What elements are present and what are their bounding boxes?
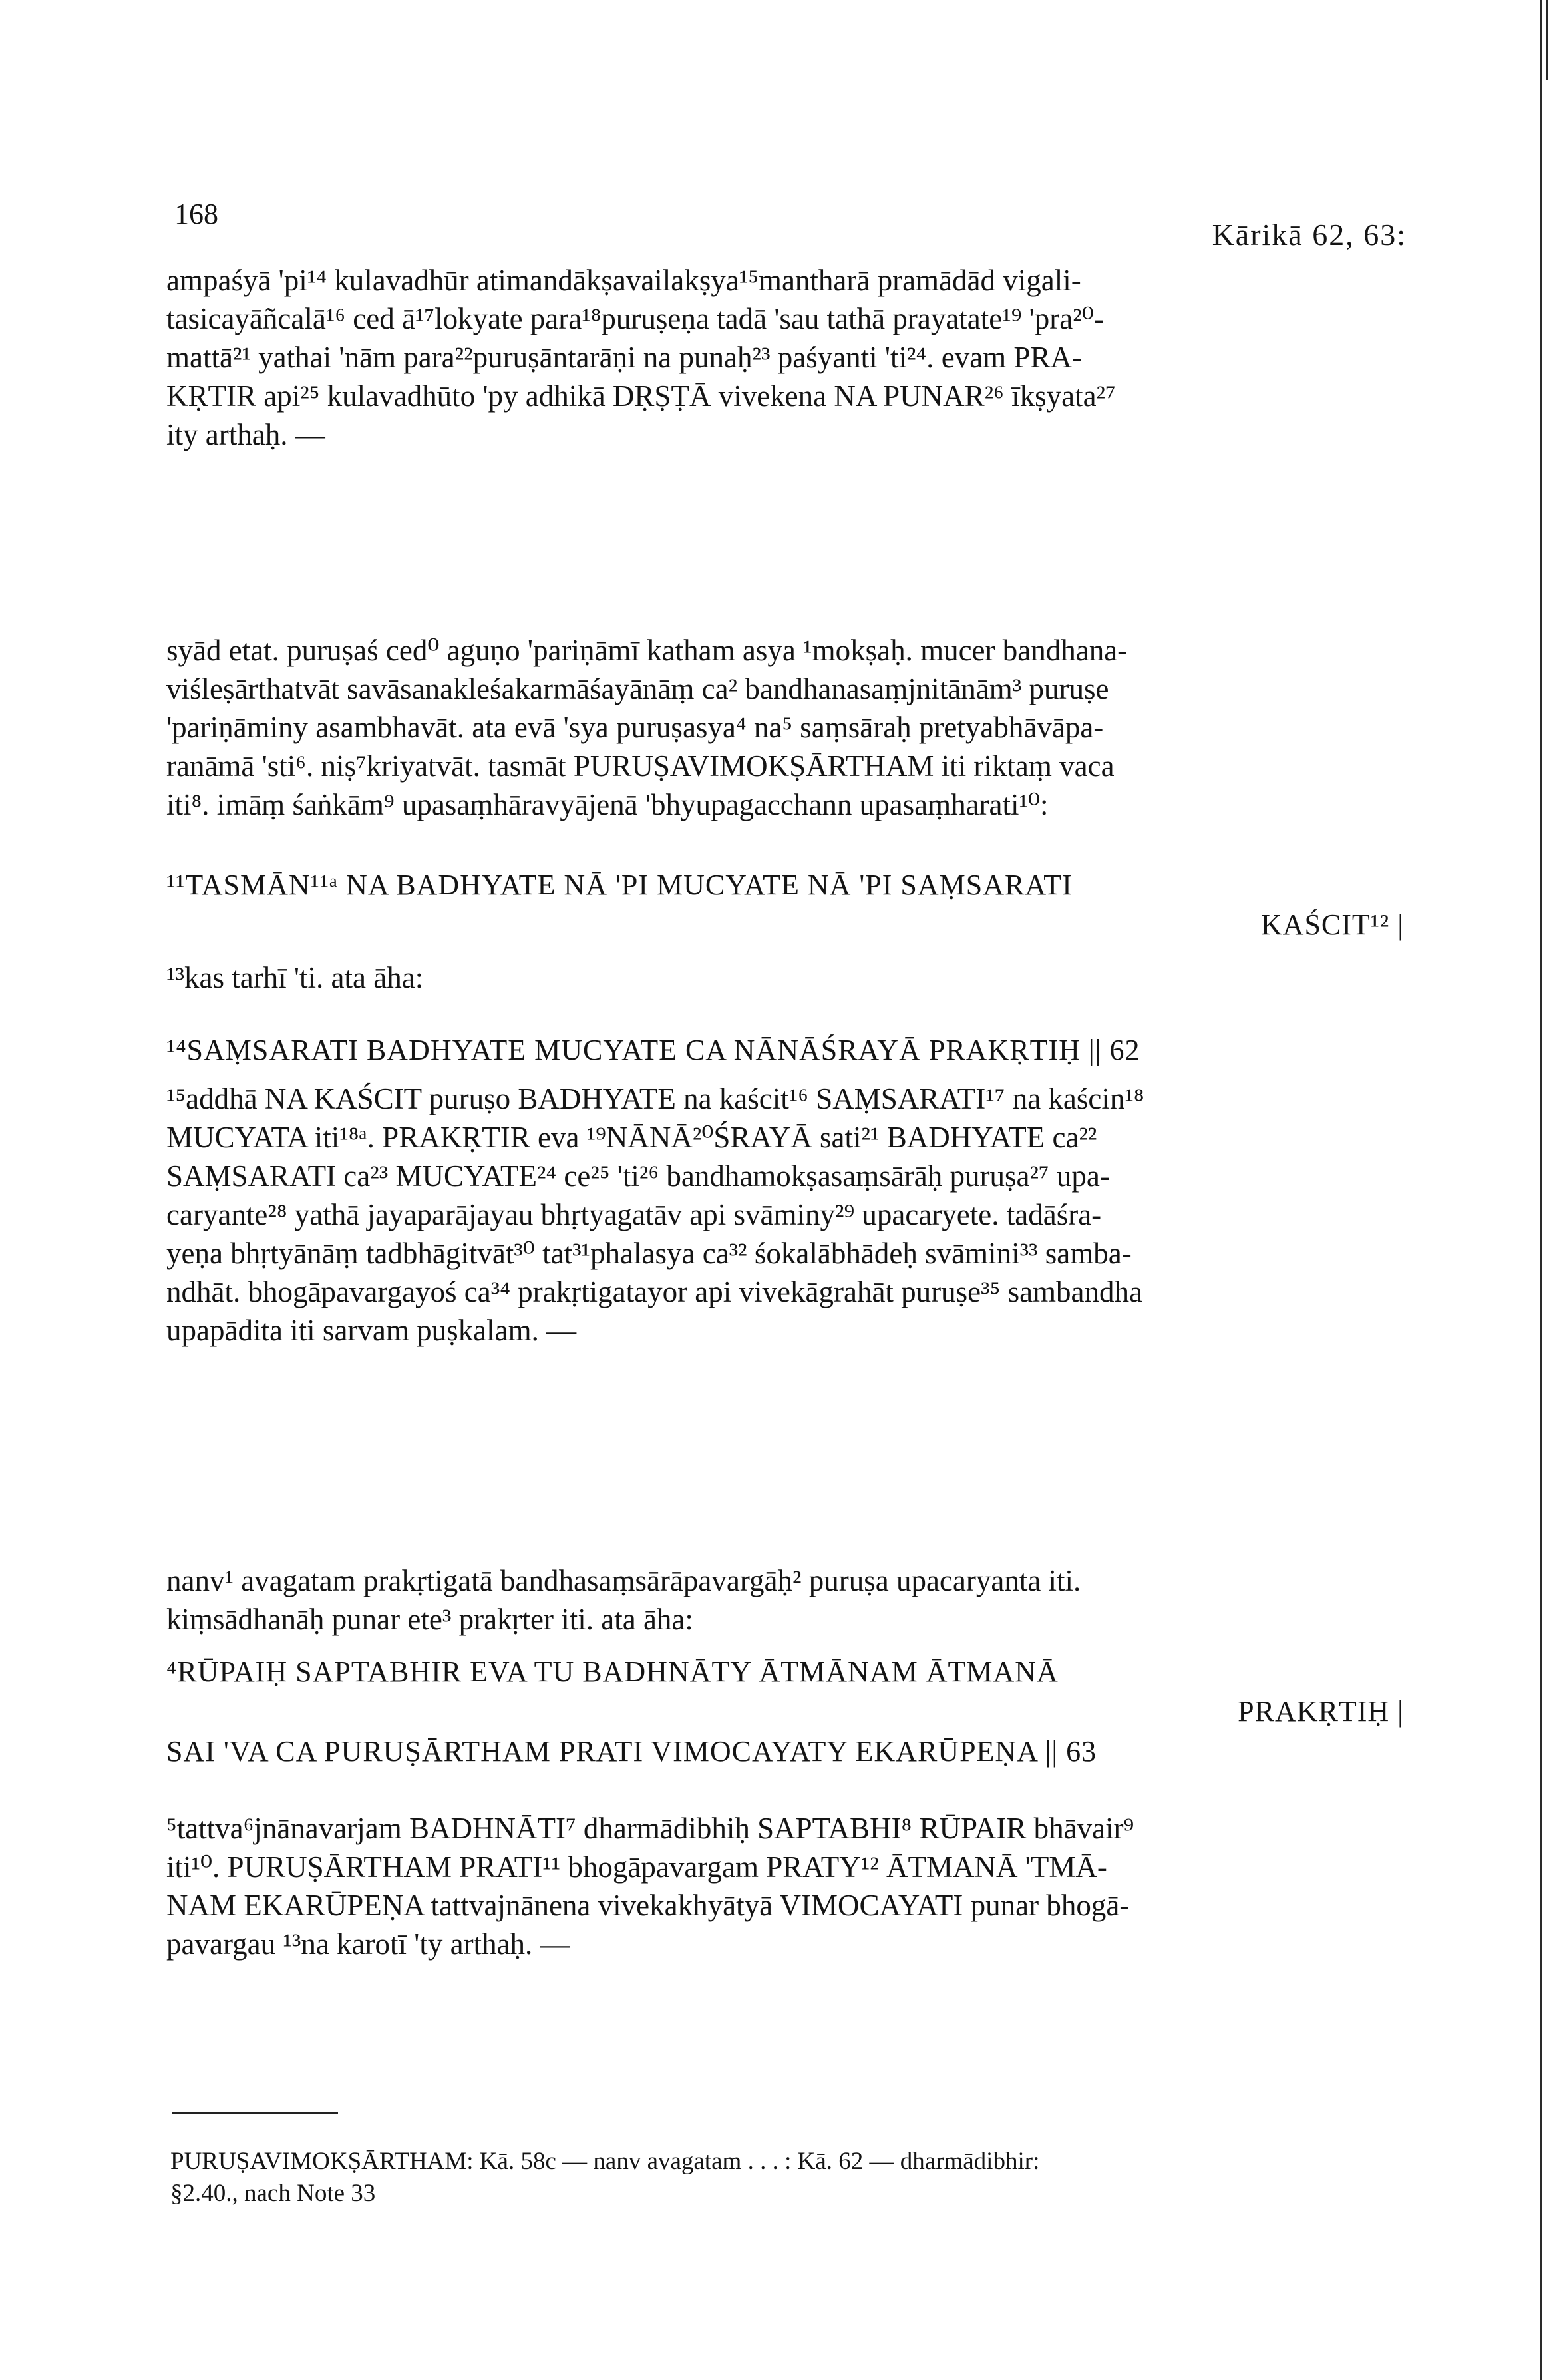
- text-line: SAṂSARATI ca²³ MUCYATE²⁴ ce²⁵ 'ti²⁶ bandhamokṣasaṃsārāḥ puruṣa²⁷ upa-: [166, 1159, 1110, 1193]
- commentary-paragraph-2: [166, 631, 1391, 824]
- text-line: 'pariṇāminy asambhavāt. ata evā 'sya puruṣasya⁴ na⁵ saṃsāraḥ pretyabhāvāpa-: [166, 711, 1104, 744]
- text-line: ¹³kas tarhī 'ti. ata āha:: [166, 961, 424, 994]
- text-line: NAM EKARŪPEṆA tattvajnānena vivekakhyātyā VIMOCAYATI punar bhogā-: [166, 1889, 1130, 1922]
- text-line: iti¹⁰. PURUṢĀRTHAM PRATI¹¹ bhogāpavargam PRATY¹² ĀTMANĀ 'TMĀ-: [166, 1850, 1107, 1884]
- footnote-line: §2.40., nach Note 33: [170, 2180, 376, 2207]
- verse-63: [166, 1652, 1404, 1772]
- text-line: MUCYATA iti¹⁸ᵃ. PRAKṚTIR eva ¹⁹NĀNĀ²⁰ŚRAYĀ sati²¹ BADHYATE ca²²: [166, 1121, 1097, 1154]
- commentary-paragraph-4: [166, 1561, 1391, 1639]
- text-line: ity arthaḥ. —: [166, 418, 325, 451]
- text-line: pavargau ¹³na karotī 'ty arthaḥ. —: [166, 1927, 570, 1961]
- running-head: Kārikā 62, 63:: [1212, 218, 1407, 252]
- text-line: ampaśyā 'pi¹⁴ kulavadhūr atimandākṣavailakṣya¹⁵mantharā pramādād vigali-: [166, 264, 1081, 297]
- footnote-line: PURUṢAVIMOKṢĀRTHAM: Kā. 58c — nanv avagatam . . . : Kā. 62 — dharmādibhir:: [170, 2148, 1040, 2175]
- transition-question: [166, 958, 1391, 997]
- page-edge-mark: [1546, 0, 1548, 80]
- text-line: mattā²¹ yathai 'nām para²²puruṣāntarāṇi na punaḥ²³ paśyanti 'ti²⁴. evam PRA-: [166, 341, 1082, 374]
- text-line: yeṇa bhṛtyānāṃ tadbhāgitvāt³⁰ tat³¹phalasya ca³² śokalābhādeḥ svāmini³³ samba-: [166, 1237, 1132, 1270]
- text-line: syād etat. puruṣaś ced⁰ aguṇo 'pariṇāmī katham asya ¹mokṣaḥ. mucer bandhana-: [166, 634, 1128, 667]
- page-number: 168: [174, 198, 218, 230]
- footnote-divider: [172, 2112, 338, 2114]
- text-line: ranāmā 'sti⁶. niṣ⁷kriyatvāt. tasmāt PURUṢAVIMOKṢĀRTHAM iti riktaṃ vaca: [166, 749, 1115, 783]
- page-edge-line: [1540, 0, 1542, 2380]
- text-line: KṚTIR api²⁵ kulavadhūto 'py adhikā DṚṢṬĀ vivekena NA PUNAR²⁶ īkṣyata²⁷: [166, 379, 1116, 413]
- text-line: ndhāt. bhogāpavargayoś ca³⁴ prakṛtigatayor api vivekāgrahāt puruṣe³⁵ sambandha: [166, 1275, 1143, 1308]
- commentary-paragraph-3: [166, 1080, 1391, 1350]
- text-line: ¹⁵addhā NA KAŚCIT puruṣo BADHYATE na kaścit¹⁶ SAṂSARATI¹⁷ na kaścin¹⁸: [166, 1082, 1144, 1115]
- text-line: tasicayāñcalā¹⁶ ced ā¹⁷lokyate para¹⁸puruṣeṇa tadā 'sau tathā prayatate¹⁹ 'pra²⁰-: [166, 302, 1104, 335]
- verse-line: KAŚCIT¹² |: [1260, 908, 1404, 941]
- text-line: caryante²⁸ yathā jayaparājayau bhṛtyagatāv api svāminy²⁹ upacaryete. tadāśra-: [166, 1198, 1102, 1231]
- text-line: nanv¹ avagatam prakṛtigatā bandhasaṃsārāpavargāḥ² puruṣa upacaryanta iti.: [166, 1564, 1081, 1597]
- text-line: upapādita iti sarvam puṣkalam. —: [166, 1314, 577, 1347]
- verse-line: SAI 'VA CA PURUṢĀRTHAM PRATI VIMOCAYATY EKARŪPEṆA || 63: [166, 1735, 1097, 1768]
- verse-62-part-1: [166, 865, 1404, 945]
- verse-line: ¹⁴SAṂSARATI BADHYATE MUCYATE CA NĀNĀŚRAYĀ PRAKṚTIḤ || 62: [166, 1034, 1140, 1066]
- text-line: kiṃsādhanāḥ punar ete³ prakṛter iti. ata āha:: [166, 1603, 693, 1636]
- verse-line: ⁴RŪPAIḤ SAPTABHIR EVA TU BADHNĀTY ĀTMĀNAM ĀTMANĀ: [166, 1655, 1059, 1688]
- verse-62-part-2: [166, 1030, 1404, 1070]
- footnotes: [170, 2146, 1361, 2210]
- commentary-paragraph-1: [166, 261, 1391, 454]
- text-line: viśleṣārthatvāt savāsanakleśakarmāśayānāṃ ca² bandhanasaṃjnitānām³ puruṣe: [166, 672, 1109, 705]
- text-line: iti⁸. imāṃ śaṅkām⁹ upasaṃhāravyājenā 'bhyupagacchann upasaṃharati¹⁰:: [166, 788, 1049, 821]
- verse-line: ¹¹TASMĀN¹¹ᵃ NA BADHYATE NĀ 'PI MUCYATE NĀ 'PI SAṂSARATI: [166, 869, 1073, 901]
- text-line: ⁵tattva⁶jnānavarjam BADHNĀTI⁷ dharmādibhiḥ SAPTABHI⁸ RŪPAIR bhāvair⁹: [166, 1812, 1134, 1845]
- commentary-paragraph-5: [166, 1809, 1391, 1963]
- verse-line: PRAKṚTIḤ |: [1238, 1695, 1404, 1728]
